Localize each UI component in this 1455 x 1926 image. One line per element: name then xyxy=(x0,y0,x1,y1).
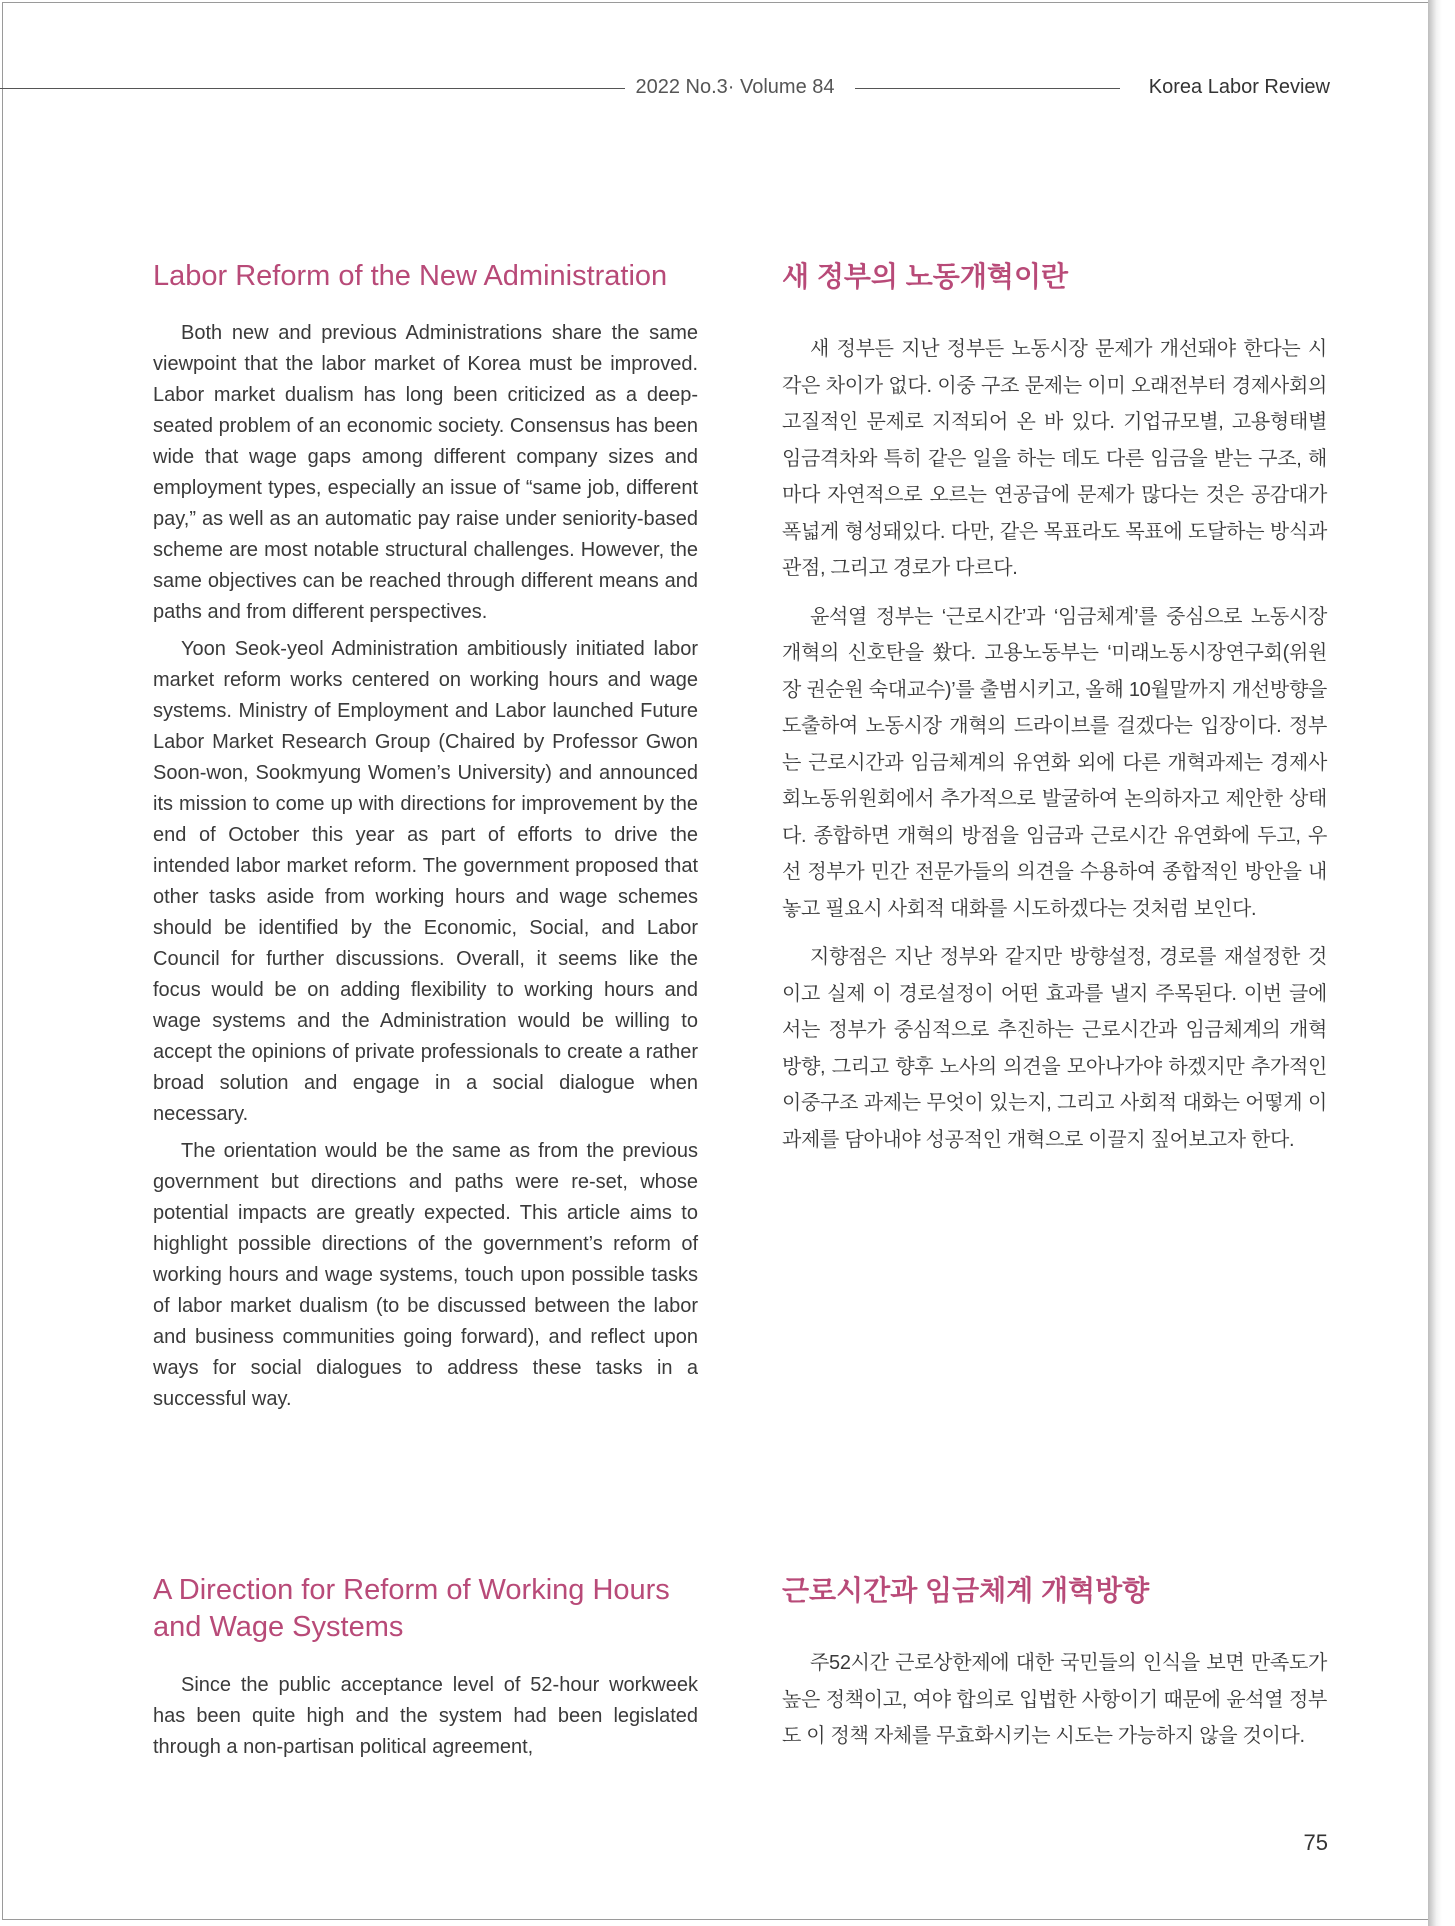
header-rule-right xyxy=(855,88,1120,89)
section1-english-paragraph-1: Both new and previous Administrations share the same viewpoint that the labor market of Korea must be improved. Labor market dualism has long been criticized as a deep-seated problem of an economic society. Consensus has been wide that wage gaps among different company sizes and employment types, especially an issue of “same job, different pay,” as well as an automatic pay raise under seniority-based scheme are most notable structural challenges. However, the same objectives can be reached through different means and paths and from different perspectives. xyxy=(153,322,698,623)
section1-korean-paragraph-3: 지향점은 지난 정부와 같지만 방향설정, 경로를 재설정한 것이고 실제 이 경로설정이 어떤 효과를 낼지 주목된다. 이번 글에서는 정부가 중심적으로 추진하는 근로시간과 임금체계의 개혁방향, 그리고 향후 노사의 의견을 모아나가야 하겠지만 추가적인 이중구조 과제는 무엇이 있는지, 그리고 사회적 대화는 어떻게 이 과제를 담아내야 성공적인 개혁으로 이끌지 짚어보고자 한다. xyxy=(782,946,1327,1151)
page-edge-shadow xyxy=(1428,0,1442,1926)
section1-english-paragraph-2: Yoon Seok-yeol Administration ambitiously initiated labor market reform works centered on working hours and wage systems. Ministry of Employment and Labor launched Future Labor Market Research Group (Chaired by Professor Gwon Soon-won, Sookmyung Women’s University) and announced its mission to come up with directions for improvement by the end of October this year as part of efforts to drive the intended labor market reform. The government proposed that other tasks aside from working hours and wage schemes should be identified by the Economic, Social, and Labor Council for further discussions. Overall, it seems like the focus would be on adding flexibility to working hours and wage systems and the Administration would be willing to accept the opinions of private professionals to create a rather broad solution and engage in a social dialogue when necessary. xyxy=(153,638,698,1125)
section2-english-heading: A Direction for Reform of Working Hours and Wage Systems xyxy=(153,1574,670,1643)
journal-name: Korea Labor Review xyxy=(1148,76,1330,98)
section1-english-column xyxy=(153,258,698,1415)
section2-english-paragraph-1: Since the public acceptance level of 52-hour workweek has been quite high and the system had been legislated through a non-partisan political agreement, xyxy=(153,1674,698,1758)
section1-korean-paragraph-1: 새 정부든 지난 정부든 노동시장 문제가 개선돼야 한다는 시각은 차이가 없다. 이중 구조 문제는 이미 오래전부터 경제사회의 고질적인 문제로 지적되어 온 바 있다. 기업규모별, 고용형태별 임금격차와 특히 같은 일을 하는 데도 다른 임금을 받는 구조, 해마다 자연적으로 오르는 연공급에 문제가 많다는 것은 공감대가 폭넓게 형성돼있다. 다만, 같은 목표라도 목표에 도달하는 방식과 관점, 그리고 경로가 다르다. xyxy=(782,338,1327,579)
issue-info: 2022 No.3· Volume 84 xyxy=(635,76,835,98)
section2-korean-paragraph-1: 주52시간 근로상한제에 대한 국민들의 인식을 보면 만족도가 높은 정책이고, 여야 합의로 입법한 사항이기 때문에 윤석열 정부도 이 정책 자체를 무효화시키는 시도는 가능하지 않을 것이다. xyxy=(782,1652,1327,1747)
section1-korean-column xyxy=(782,258,1327,1158)
section1-korean-paragraph-2: 윤석열 정부는 ‘근로시간’과 ‘임금체계’를 중심으로 노동시장 개혁의 신호탄을 쐈다. 고용노동부는 ‘미래노동시장연구회(위원장 권순원 숙대교수)’를 출범시키고, 올해 10월말까지 개선방향을 도출하여 노동시장 개혁의 드라이브를 걸겠다는 입장이다. 정부는 근로시간과 임금체계의 유연화 외에 다른 개혁과제는 경제사회노동위원회에서 추가적으로 발굴하여 논의하자고 제안한 상태다. 종합하면 개혁의 방점을 임금과 근로시간 유연화에 두고, 우선 정부가 민간 전문가들의 의견을 수용하여 종합적인 방안을 내놓고 필요시 사회적 대화를 시도하겠다는 것처럼 보인다. xyxy=(782,605,1327,920)
section2-korean-heading: 근로시간과 임금체계 개혁방향 xyxy=(782,1575,1150,1606)
section1-english-heading: Labor Reform of the New Administration xyxy=(153,260,668,292)
section2-english-column xyxy=(153,1572,698,1763)
section2-korean-column xyxy=(782,1572,1327,1755)
section1-korean-heading: 새 정부의 노동개혁이란 xyxy=(782,261,1069,292)
page-number: 75 xyxy=(1303,1830,1328,1855)
header-rule-left xyxy=(0,88,625,89)
section1-english-paragraph-3: The orientation would be the same as from the previous government but directions and paths were re-set, whose potential impacts are greatly expected. This article aims to highlight possible directions of the government’s reform of working hours and wage systems, touch upon possible tasks of labor market dualism (to be discussed between the labor and business communities going forward), and reflect upon ways for social dialogues to address these tasks in a successful way. xyxy=(153,1140,698,1410)
